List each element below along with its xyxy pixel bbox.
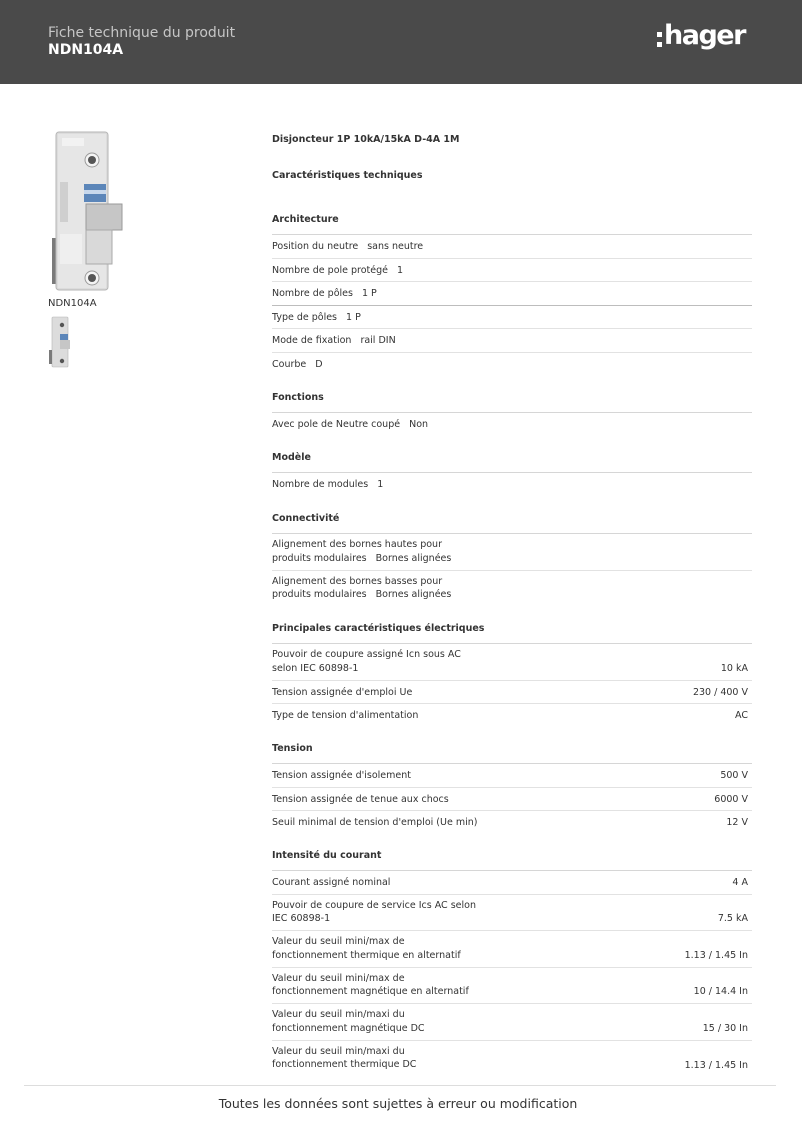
section-connectivite (272, 511, 752, 607)
spec-row (272, 704, 752, 728)
section-courant (272, 848, 752, 1077)
spec-row (272, 282, 752, 306)
product-name: Disjoncteur 1P 10kA/15kA D-4A 1M (272, 134, 460, 145)
spec-value: Non (409, 419, 429, 430)
spec-label-line1: Valeur du seuil mini/max de (272, 936, 405, 947)
spec-value: 1 P (361, 288, 377, 299)
spec-label-line1: Valeur du seuil min/maxi du (272, 1009, 405, 1020)
spec-row (272, 764, 752, 788)
spec-value: 1.13 / 1.45 In (684, 949, 748, 961)
header-subtitle: Fiche technique du produit (48, 25, 236, 41)
spec-row (272, 329, 752, 353)
spec-label-line2: produits modulaires (272, 552, 367, 564)
spec-row (272, 1004, 752, 1041)
spec-label: Tension assignée d'isolement (272, 770, 411, 781)
section-title: Modèle (272, 450, 752, 473)
spec-label-line2: fonctionnement magnétique DC (272, 1022, 425, 1034)
spec-value: 6000 V (714, 793, 748, 805)
footer-disclaimer: Toutes les données sont sujettes à erreur ou modification (218, 1096, 578, 1111)
spec-value: Bornes alignées (375, 552, 452, 564)
spec-label-line1: Alignement des bornes basses pour (272, 575, 443, 587)
footer-divider (24, 1085, 776, 1086)
spec-label: Courbe (272, 358, 307, 370)
spec-label: Mode de fixation (272, 335, 352, 346)
page-header (0, 0, 802, 84)
spec-value: rail DIN (360, 335, 396, 346)
spec-value: 500 V (720, 770, 748, 781)
spec-row (272, 931, 752, 968)
spec-label: Tension assignée de tenue aux chocs (272, 793, 449, 805)
spec-row (272, 259, 752, 283)
spec-row (272, 235, 752, 259)
spec-label: Type de tension d'alimentation (272, 710, 419, 721)
spec-label-line2: fonctionnement magnétique en alternatif (272, 986, 469, 997)
spec-value: sans neutre (367, 241, 424, 252)
spec-value: Bornes alignées (375, 589, 452, 600)
spec-label: Tension assignée d'emploi Ue (272, 686, 413, 698)
product-caption: NDN104A (48, 298, 97, 309)
spec-value: 1.13 / 1.45 In (684, 1060, 748, 1071)
spec-value: 12 V (726, 817, 748, 828)
logo-dots-icon (657, 32, 662, 52)
spec-row (272, 473, 752, 497)
spec-label: Type de pôles (272, 311, 338, 323)
spec-row (272, 306, 752, 330)
section-fonctions (272, 390, 752, 437)
section-title: Principales caractéristiques électriques (272, 621, 752, 644)
section-title: Tension (272, 741, 752, 764)
spec-row (272, 413, 752, 437)
spec-value: 7.5 kA (717, 913, 748, 924)
spec-label: Position du neutre (272, 241, 359, 252)
spec-row (272, 788, 752, 812)
spec-value: 1 (377, 479, 384, 490)
spec-value: 10 kA (720, 662, 748, 674)
spec-label-line1: Valeur du seuil min/maxi du (272, 1045, 405, 1057)
logo-wordmark: hager (664, 20, 745, 51)
spec-row (272, 811, 752, 835)
spec-label: Avec pole de Neutre coupé (272, 419, 401, 430)
spec-row (272, 895, 752, 932)
spec-label-line2: IEC 60898-1 (272, 913, 331, 924)
spec-value: 10 / 14.4 In (693, 986, 748, 997)
spec-label-line2: fonctionnement thermique DC (272, 1059, 417, 1070)
header-title: NDN104A (48, 42, 124, 58)
section-tension (272, 741, 752, 835)
spec-row (272, 871, 752, 895)
spec-label: Nombre de pole protégé (272, 264, 388, 276)
spec-row (272, 1041, 752, 1078)
section-title: Architecture (272, 212, 752, 235)
section-architecture (272, 212, 752, 376)
tech-characteristics-heading: Caractéristiques techniques (272, 170, 423, 181)
section-modele (272, 450, 752, 497)
spec-row (272, 534, 752, 571)
spec-row (272, 681, 752, 705)
spec-value: 1 (397, 264, 404, 276)
spec-row (272, 644, 752, 681)
spec-value: 15 / 30 In (702, 1022, 748, 1034)
section-title: Connectivité (272, 511, 752, 534)
spec-label: Courant assigné nominal (272, 877, 391, 888)
spec-value: D (315, 358, 323, 370)
spec-value: 230 / 400 V (692, 686, 748, 698)
spec-label-line2: selon IEC 60898-1 (272, 662, 359, 674)
spec-label-line1: Pouvoir de coupure assigné Icn sous AC (272, 649, 461, 660)
spec-row (272, 571, 752, 608)
spec-label-line1: Valeur du seuil mini/max de (272, 972, 405, 984)
section-electriques (272, 621, 752, 728)
spec-label-line2: produits modulaires (272, 589, 367, 600)
hager-logo (655, 22, 765, 58)
spec-label: Nombre de modules (272, 479, 369, 490)
spec-row (272, 353, 752, 377)
spec-label-line1: Pouvoir de coupure de service Ics AC selon (272, 899, 476, 911)
spec-value: AC (735, 710, 748, 721)
product-image (46, 130, 124, 292)
section-title: Intensité du courant (272, 848, 752, 871)
spec-value: 4 A (732, 877, 748, 888)
spec-label: Nombre de pôles (272, 288, 353, 299)
spec-label-line2: fonctionnement thermique en alternatif (272, 949, 461, 961)
spec-row (272, 968, 752, 1005)
spec-label-line1: Alignement des bornes hautes pour (272, 539, 442, 550)
product-thumbnail[interactable] (48, 316, 72, 368)
section-title: Fonctions (272, 390, 752, 413)
spec-label: Seuil minimal de tension d'emploi (Ue min) (272, 817, 478, 828)
spec-value: 1 P (346, 311, 361, 323)
